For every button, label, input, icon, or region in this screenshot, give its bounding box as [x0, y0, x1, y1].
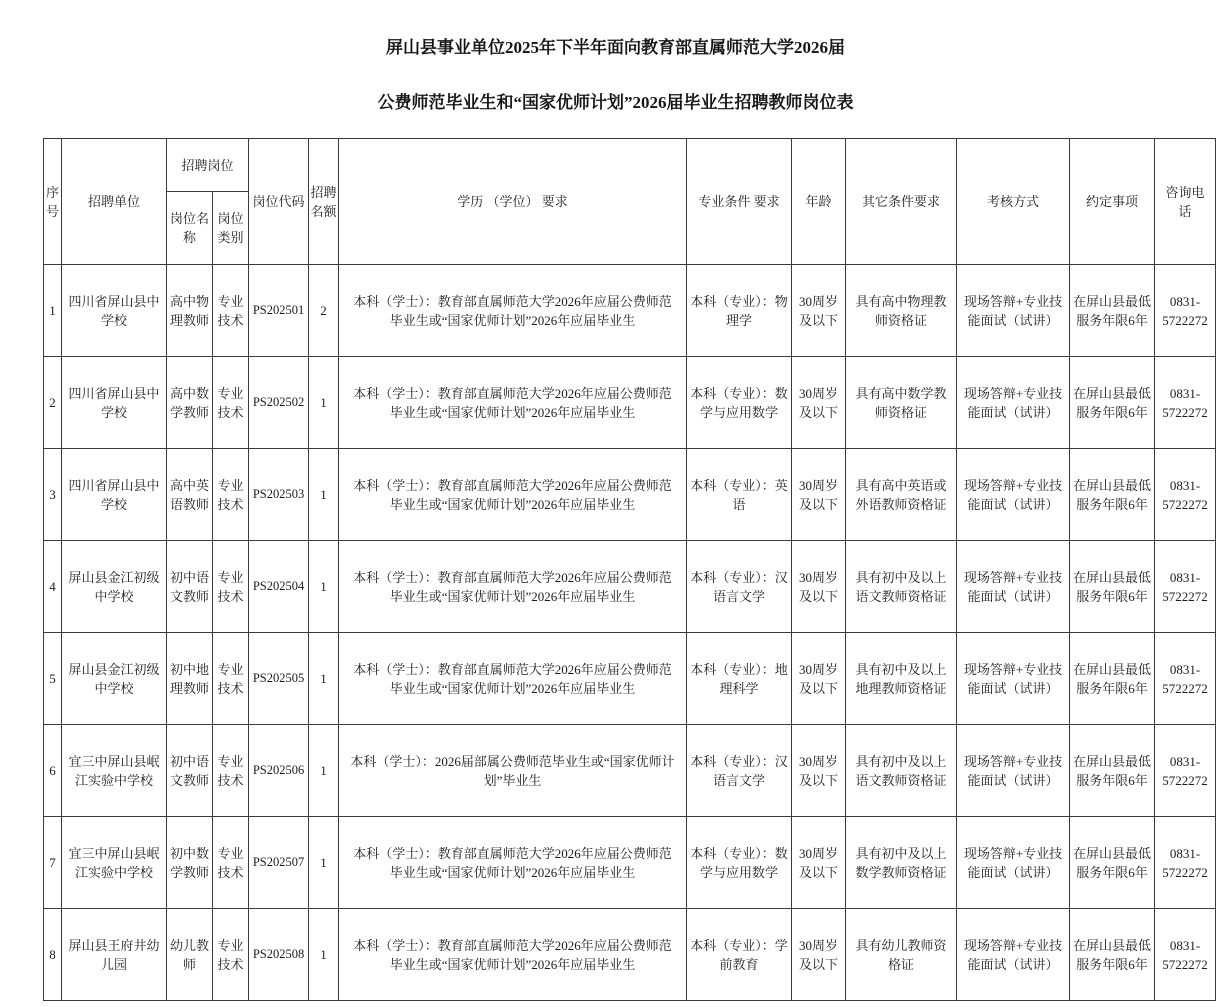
cell-unit: 屏山县王府井幼儿园 [62, 909, 167, 1001]
cell-post-name: 初中数学教师 [167, 817, 213, 909]
cell-age: 30周岁及以下 [792, 817, 846, 909]
header-post-type: 岗位类别 [213, 192, 249, 265]
cell-seq: 6 [44, 725, 62, 817]
cell-quota: 2 [309, 265, 339, 357]
cell-major: 本科（专业）：地理科学 [687, 633, 792, 725]
cell-post-name: 初中地理教师 [167, 633, 213, 725]
cell-other: 具有初中及以上语文教师资格证 [846, 725, 957, 817]
cell-phone: 0831-5722272 [1155, 541, 1216, 633]
cell-phone: 0831-5722272 [1155, 357, 1216, 449]
cell-post-type: 专业技术 [213, 725, 249, 817]
cell-agreement: 在屏山县最低服务年限6年 [1070, 725, 1155, 817]
cell-quota: 1 [309, 541, 339, 633]
cell-post-name: 初中语文教师 [167, 725, 213, 817]
cell-major: 本科（专业）：数学与应用数学 [687, 357, 792, 449]
cell-assessment: 现场答辩+专业技能面试（试讲） [957, 633, 1070, 725]
cell-age: 30周岁及以下 [792, 541, 846, 633]
cell-assessment: 现场答辩+专业技能面试（试讲） [957, 357, 1070, 449]
header-post-code: 岗位代码 [249, 139, 309, 265]
cell-post-type: 专业技术 [213, 909, 249, 1001]
cell-post-type: 专业技术 [213, 265, 249, 357]
header-quota: 招聘名额 [309, 139, 339, 265]
cell-agreement: 在屏山县最低服务年限6年 [1070, 817, 1155, 909]
cell-major: 本科（专业）：学前教育 [687, 909, 792, 1001]
cell-other: 具有初中及以上语文教师资格证 [846, 541, 957, 633]
cell-age: 30周岁及以下 [792, 265, 846, 357]
header-major: 专业条件 要求 [687, 139, 792, 265]
table-row [44, 817, 1216, 909]
header-post-group: 招聘岗位 [167, 139, 249, 192]
cell-phone: 0831-5722272 [1155, 909, 1216, 1001]
cell-age: 30周岁及以下 [792, 449, 846, 541]
cell-unit: 宜三中屏山县岷江实验中学校 [62, 725, 167, 817]
cell-assessment: 现场答辩+专业技能面试（试讲） [957, 449, 1070, 541]
cell-post-name: 高中英语教师 [167, 449, 213, 541]
cell-age: 30周岁及以下 [792, 725, 846, 817]
cell-phone: 0831-5722272 [1155, 817, 1216, 909]
cell-code: PS202501 [249, 265, 309, 357]
cell-code: PS202507 [249, 817, 309, 909]
cell-post-type: 专业技术 [213, 633, 249, 725]
cell-unit: 四川省屏山县中学校 [62, 265, 167, 357]
header-age: 年龄 [792, 139, 846, 265]
cell-seq: 7 [44, 817, 62, 909]
cell-seq: 4 [44, 541, 62, 633]
cell-post-type: 专业技术 [213, 449, 249, 541]
recruitment-position-table [43, 138, 1216, 1001]
cell-major: 本科（专业）：汉语言文学 [687, 541, 792, 633]
cell-code: PS202503 [249, 449, 309, 541]
cell-unit: 屏山县金江初级中学校 [62, 541, 167, 633]
cell-education: 本科（学士）：教育部直属师范大学2026年应届公费师范毕业生或“国家优师计划”2026年应届毕业生 [339, 449, 687, 541]
cell-phone: 0831-5722272 [1155, 265, 1216, 357]
table-row [44, 449, 1216, 541]
cell-education: 本科（学士）：教育部直属师范大学2026年应届公费师范毕业生或“国家优师计划”2026年应届毕业生 [339, 265, 687, 357]
cell-agreement: 在屏山县最低服务年限6年 [1070, 265, 1155, 357]
cell-post-name: 高中数学教师 [167, 357, 213, 449]
cell-post-name: 初中语文教师 [167, 541, 213, 633]
cell-other: 具有高中数学教师资格证 [846, 357, 957, 449]
cell-age: 30周岁及以下 [792, 357, 846, 449]
cell-post-type: 专业技术 [213, 357, 249, 449]
cell-education: 本科（学士）：教育部直属师范大学2026年应届公费师范毕业生或“国家优师计划”2026年应届毕业生 [339, 909, 687, 1001]
cell-other: 具有高中物理教师资格证 [846, 265, 957, 357]
cell-seq: 8 [44, 909, 62, 1001]
cell-assessment: 现场答辩+专业技能面试（试讲） [957, 725, 1070, 817]
cell-post-name: 高中物理教师 [167, 265, 213, 357]
cell-unit: 四川省屏山县中学校 [62, 357, 167, 449]
document-title-line1: 屏山县事业单位2025年下半年面向教育部直属师范大学2026届 [386, 38, 845, 57]
cell-assessment: 现场答辩+专业技能面试（试讲） [957, 909, 1070, 1001]
cell-seq: 5 [44, 633, 62, 725]
cell-agreement: 在屏山县最低服务年限6年 [1070, 633, 1155, 725]
cell-quota: 1 [309, 449, 339, 541]
cell-code: PS202508 [249, 909, 309, 1001]
cell-quota: 1 [309, 909, 339, 1001]
cell-assessment: 现场答辩+专业技能面试（试讲） [957, 541, 1070, 633]
cell-education: 本科（学士）：教育部直属师范大学2026年应届公费师范毕业生或“国家优师计划”2026年应届毕业生 [339, 357, 687, 449]
cell-code: PS202505 [249, 633, 309, 725]
header-seq: 序号 [44, 139, 62, 265]
cell-agreement: 在屏山县最低服务年限6年 [1070, 541, 1155, 633]
table-row [44, 633, 1216, 725]
cell-post-type: 专业技术 [213, 817, 249, 909]
cell-post-type: 专业技术 [213, 541, 249, 633]
cell-quota: 1 [309, 817, 339, 909]
cell-age: 30周岁及以下 [792, 633, 846, 725]
cell-unit: 四川省屏山县中学校 [62, 449, 167, 541]
cell-agreement: 在屏山县最低服务年限6年 [1070, 909, 1155, 1001]
cell-major: 本科（专业）：英语 [687, 449, 792, 541]
cell-seq: 1 [44, 265, 62, 357]
cell-post-name: 幼儿教师 [167, 909, 213, 1001]
cell-assessment: 现场答辩+专业技能面试（试讲） [957, 265, 1070, 357]
cell-other: 具有幼儿教师资格证 [846, 909, 957, 1001]
header-education: 学历 （学位） 要求 [339, 139, 687, 265]
cell-major: 本科（专业）：数学与应用数学 [687, 817, 792, 909]
cell-other: 具有高中英语或外语教师资格证 [846, 449, 957, 541]
cell-quota: 1 [309, 357, 339, 449]
cell-unit: 宜三中屏山县岷江实验中学校 [62, 817, 167, 909]
header-other-conditions: 其它条件要求 [846, 139, 957, 265]
table-body [44, 265, 1216, 1001]
cell-major: 本科（专业）：汉语言文学 [687, 725, 792, 817]
cell-phone: 0831-5722272 [1155, 633, 1216, 725]
table-row [44, 909, 1216, 1001]
header-agreement: 约定事项 [1070, 139, 1155, 265]
cell-phone: 0831-5722272 [1155, 449, 1216, 541]
cell-agreement: 在屏山县最低服务年限6年 [1070, 449, 1155, 541]
header-phone: 咨询电话 [1155, 139, 1216, 265]
cell-other: 具有初中及以上地理教师资格证 [846, 633, 957, 725]
document-title-line2: 公费师范毕业生和“国家优师计划”2026届毕业生招聘教师岗位表 [377, 93, 854, 112]
cell-unit: 屏山县金江初级中学校 [62, 633, 167, 725]
table-row [44, 725, 1216, 817]
header-unit: 招聘单位 [62, 139, 167, 265]
cell-code: PS202504 [249, 541, 309, 633]
cell-seq: 3 [44, 449, 62, 541]
cell-code: PS202506 [249, 725, 309, 817]
cell-code: PS202502 [249, 357, 309, 449]
table-row [44, 541, 1216, 633]
header-post-name: 岗位名称 [167, 192, 213, 265]
cell-other: 具有初中及以上数学教师资格证 [846, 817, 957, 909]
cell-quota: 1 [309, 725, 339, 817]
cell-education: 本科（学士）：2026届部属公费师范毕业生或“国家优师计划”毕业生 [339, 725, 687, 817]
table-row [44, 265, 1216, 357]
cell-education: 本科（学士）：教育部直属师范大学2026年应届公费师范毕业生或“国家优师计划”2026年应届毕业生 [339, 541, 687, 633]
cell-phone: 0831-5722272 [1155, 725, 1216, 817]
table-row [44, 357, 1216, 449]
cell-assessment: 现场答辩+专业技能面试（试讲） [957, 817, 1070, 909]
cell-age: 30周岁及以下 [792, 909, 846, 1001]
cell-quota: 1 [309, 633, 339, 725]
header-assessment: 考核方式 [957, 139, 1070, 265]
cell-major: 本科（专业）：物理学 [687, 265, 792, 357]
cell-education: 本科（学士）：教育部直属师范大学2026年应届公费师范毕业生或“国家优师计划”2026年应届毕业生 [339, 817, 687, 909]
cell-seq: 2 [44, 357, 62, 449]
table-header [44, 139, 1216, 265]
cell-education: 本科（学士）：教育部直属师范大学2026年应届公费师范毕业生或“国家优师计划”2026年应届毕业生 [339, 633, 687, 725]
cell-agreement: 在屏山县最低服务年限6年 [1070, 357, 1155, 449]
